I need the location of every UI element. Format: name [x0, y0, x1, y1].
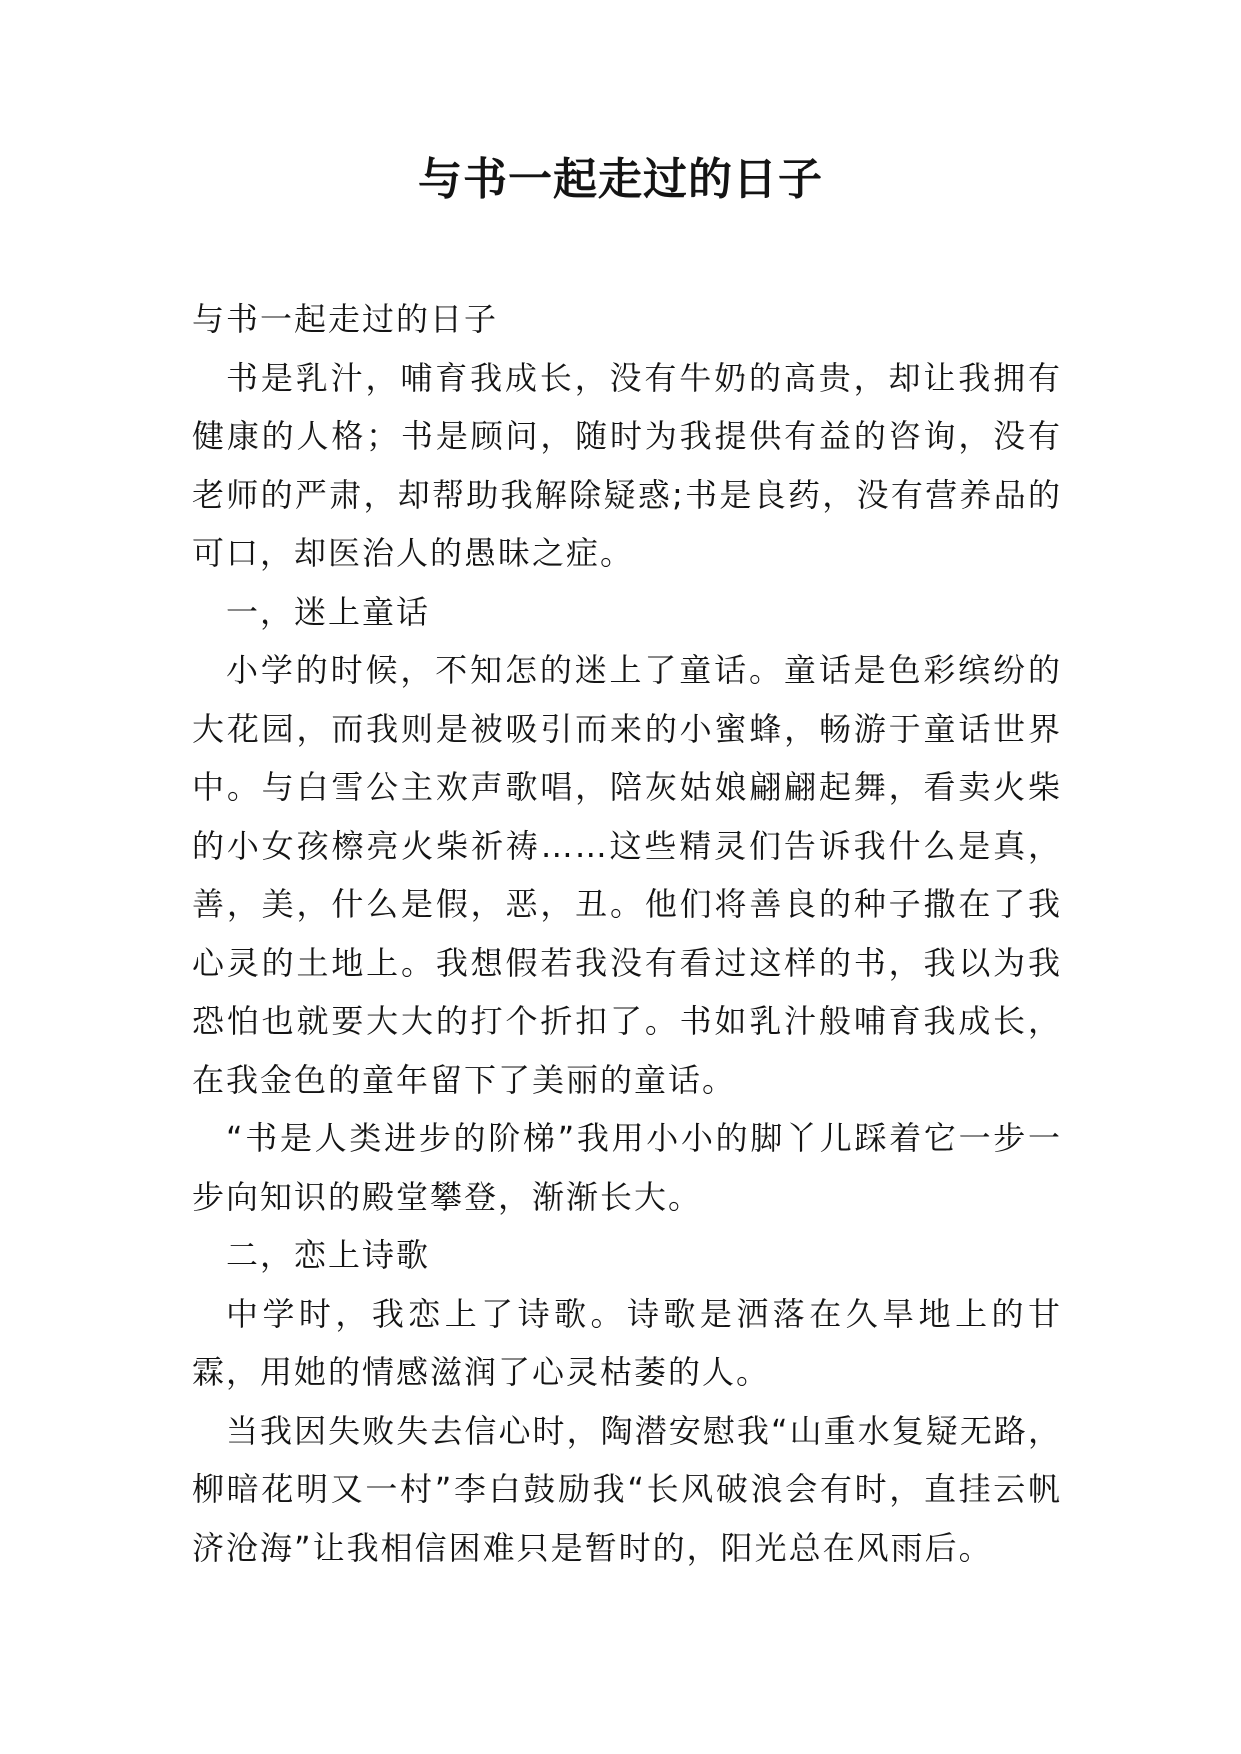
document-title: 与书一起走过的日子: [418, 154, 823, 205]
section-heading-poetry: 二，恋上诗歌: [226, 1236, 431, 1274]
document-body: [192, 290, 1062, 1577]
paragraph-ladder-quote: “书是人类进步的阶梯”我用小小的脚丫儿踩着它一步一步向知识的殿堂攀登，渐渐长大。: [192, 1119, 1062, 1216]
section-heading-fairy-tales: 一，迷上童话: [226, 592, 431, 631]
paragraph-fairy-tales: 小学的时候，不知怎的迷上了童话。童话是色彩缤纷的大花园，而我则是被吸引而来的小蜜蜂，畅游于童话世界中。与白雪公主欢声歌唱，陪灰姑娘翩翩起舞，看卖火柴的小女孩檫亮火柴祈祷……这些精灵们告诉我什么是真，善，美，什么是假，恶，丑。他们将善良的种子撒在了我心灵的土地上。我想假若我没有看过这样的书，我以为我恐怕也就要大大的打个折扣了。书如乳汁般哺育我成长，在我金色的童年留下了美丽的童话。: [192, 651, 1062, 1099]
paragraph-intro: 书是乳汁，哺育我成长，没有牛奶的高贵，却让我拥有健康的人格；书是顾问，随时为我提供有益的咨询，没有老师的严肃，却帮助我解除疑惑;书是良药，没有营养品的可口，却医治人的愚昧之症。: [192, 358, 1062, 572]
paragraph-poetry: 中学时，我恋上了诗歌。诗歌是洒落在久旱地上的甘霖，用她的情感滋润了心灵枯萎的人。: [192, 1294, 1062, 1391]
paragraph-subtitle: 与书一起走过的日子: [192, 300, 499, 338]
paragraph-poets: 当我因失败失去信心时，陶潜安慰我“山重水复疑无路，柳暗花明又一村”李白鼓励我“长风破浪会有时，直挂云帆济沧海”让我相信困难只是暂时的，阳光总在风雨后。: [192, 1411, 1062, 1567]
